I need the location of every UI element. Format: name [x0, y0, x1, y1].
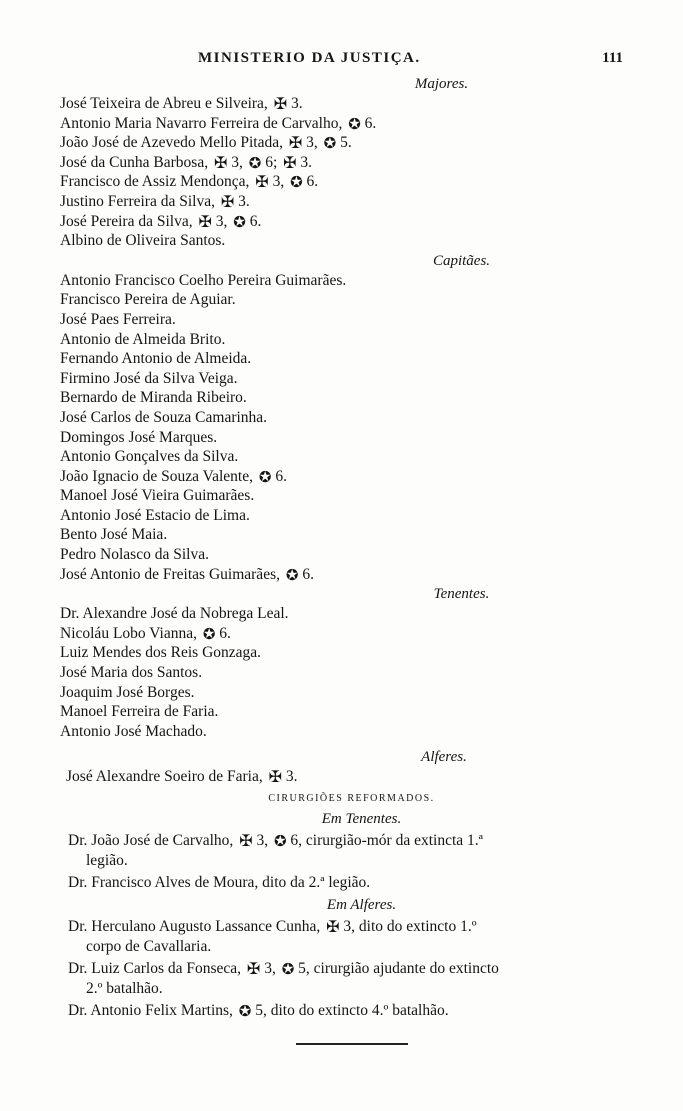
person-name: Antonio José Estacio de Lima.: [60, 506, 250, 524]
order-star-icon: ✪: [285, 567, 299, 584]
order-star-icon: ✪: [248, 155, 262, 172]
order-star-icon: ✪: [323, 136, 337, 153]
person-name: Antonio de Almeida Brito.: [60, 330, 226, 348]
list-item: [0, 271, 683, 291]
person-name: Luiz Mendes dos Reis Gonzaga.: [60, 644, 262, 662]
order-cross-icon: ✠: [283, 154, 297, 172]
list-item: [0, 290, 683, 310]
list-item: [0, 767, 683, 787]
list-item: [0, 114, 683, 134]
order-cross-icon: ✠: [239, 833, 253, 850]
list-item: [0, 192, 683, 212]
decoration-grade: 3.: [285, 768, 298, 786]
person-name: Antonio Francisco Coelho Pereira Guimarães.: [60, 271, 347, 289]
end-rule: [296, 1043, 408, 1045]
list-item: [0, 663, 683, 683]
person-name: João José de Azevedo Mello Pitada,: [60, 134, 283, 152]
list-item: [0, 683, 683, 703]
list-item: [0, 565, 683, 585]
list-item: [0, 408, 683, 428]
person-name: Francisco Pereira de Aguiar.: [60, 291, 236, 309]
person-name: Albino de Oliveira Santos.: [60, 232, 226, 250]
order-cross-icon: ✠: [255, 174, 269, 192]
person-name: Dr. João José de Carvalho,: [68, 832, 234, 849]
list-capitaes: [0, 271, 683, 585]
decoration-grade: 3.: [238, 192, 250, 210]
person-name: Firmino José da Silva Veiga.: [60, 369, 238, 387]
entry-continuation: corpo de Cavallaria.: [86, 938, 212, 955]
decoration-grade: 3,: [231, 153, 243, 171]
decoration-grade: 3,: [215, 212, 228, 230]
list-item: [0, 722, 683, 742]
list-item: [0, 525, 683, 545]
list-item: [0, 133, 683, 153]
person-name: Nicoláu Lobo Vianna,: [60, 624, 197, 642]
heading-capitaes: Capitães.: [432, 252, 491, 269]
order-cross-icon: ✠: [268, 769, 282, 787]
person-name: José Maria dos Santos.: [60, 664, 203, 682]
order-star-icon: ✪: [238, 1004, 252, 1020]
decoration-grade: 6.: [249, 212, 262, 230]
list-item: [0, 506, 683, 526]
heading-alferes: Alferes.: [421, 749, 467, 766]
decoration-grade: 6,: [290, 832, 303, 849]
entries-em-alferes: [0, 917, 683, 1021]
list-item: [0, 212, 683, 232]
person-name: Dr. Luiz Carlos da Fonseca,: [68, 960, 242, 977]
decoration-grade: 3.: [290, 95, 303, 112]
person-name: Fernando Antonio de Almeida.: [60, 350, 252, 368]
order-star-icon: ✪: [202, 626, 216, 643]
decoration-grade: 5,: [255, 1002, 267, 1019]
decoration-grade: 3,: [256, 832, 269, 849]
entry-description: dito do extincto 4.º batalhão.: [270, 1002, 449, 1019]
person-name: Domingos José Marques.: [60, 428, 218, 446]
order-star-icon: ✪: [233, 214, 246, 231]
heading-majores: Majores.: [414, 76, 469, 92]
list-tenentes: [0, 604, 683, 741]
person-name: Joaquim José Borges.: [60, 683, 195, 701]
person-name: Antonio José Machado.: [60, 722, 207, 740]
order-cross-icon: ✠: [273, 96, 288, 113]
person-name: Manoel Ferreira de Faria.: [60, 703, 219, 721]
person-name: José Alexandre Soeiro de Faria,: [66, 768, 263, 786]
person-name: José Paes Ferreira.: [60, 310, 176, 328]
person-name: Manoel José Vieira Guimarães.: [60, 487, 255, 505]
list-item: [0, 486, 683, 506]
heading-em-tenentes: Em Tenentes.: [321, 811, 402, 827]
list-item: [0, 310, 683, 330]
person-name: Antonio Maria Navarro Ferreira de Carvalho,: [60, 114, 343, 132]
surgeon-entry: [0, 917, 683, 957]
order-star-icon: ✪: [348, 116, 361, 133]
list-item: [0, 643, 683, 663]
order-cross-icon: ✠: [246, 961, 261, 978]
decoration-grade: 3,: [343, 918, 356, 935]
decoration-grade: 3,: [264, 960, 276, 977]
list-item: [0, 702, 683, 722]
person-name: José Teixeira de Abreu e Silveira,: [60, 95, 268, 112]
list-item: [0, 94, 683, 114]
person-name: Dr. Francisco Alves de Moura, dito da 2.ª legião.: [68, 874, 371, 891]
person-name: Dr. Herculano Augusto Lassance Cunha,: [68, 918, 321, 935]
entry-description: cirurgião-mór da extincta 1.ª: [305, 832, 483, 849]
order-star-icon: ✪: [258, 469, 272, 486]
person-name: José Pereira da Silva,: [60, 212, 193, 230]
list-item: [0, 349, 683, 369]
person-name: Antonio Gonçalves da Silva.: [60, 448, 239, 466]
order-cross-icon: ✠: [326, 919, 340, 936]
person-name: João Ignacio de Souza Valente,: [60, 467, 253, 485]
order-star-icon: ✪: [290, 175, 303, 192]
heading-tenentes: Tenentes.: [433, 586, 490, 603]
decoration-grade: 5.: [340, 134, 352, 152]
person-name: Pedro Nolasco da Silva.: [60, 546, 209, 564]
list-item: [0, 231, 683, 251]
decoration-grade: 3.: [300, 153, 313, 171]
person-name: Justino Ferreira da Silva,: [60, 192, 215, 210]
decoration-grade: 3,: [272, 173, 285, 191]
list-item: [0, 330, 683, 350]
page-number: 111: [602, 50, 623, 66]
running-head: [0, 50, 683, 72]
order-cross-icon: ✠: [288, 135, 303, 153]
decoration-grade: 6.: [306, 173, 319, 191]
page-content: [0, 74, 683, 1023]
page-title: MINISTERIO DA JUSTIÇA.: [198, 50, 421, 66]
decoration-grade: 6.: [302, 565, 314, 583]
person-name: Dr. Alexandre José da Nobrega Leal.: [60, 605, 289, 623]
order-star-icon: ✪: [273, 834, 287, 850]
person-name: José da Cunha Barbosa,: [60, 153, 209, 171]
list-item: [0, 369, 683, 389]
decoration-grade: 6.: [275, 467, 287, 485]
surgeon-entry: [0, 873, 683, 893]
order-cross-icon: ✠: [213, 154, 228, 172]
entry-continuation: legião.: [86, 852, 128, 869]
list-item: [0, 153, 683, 173]
heading-em-alferes: Em Alferes.: [326, 897, 397, 913]
person-name: Dr. Antonio Felix Martins,: [68, 1002, 233, 1019]
list-majores: [0, 94, 683, 251]
order-cross-icon: ✠: [220, 193, 235, 211]
entries-em-tenentes: [0, 831, 683, 893]
list-item: [0, 624, 683, 644]
person-name: José Carlos de Souza Camarinha.: [60, 408, 268, 426]
person-name: José Antonio de Freitas Guimarães,: [60, 565, 280, 583]
decoration-grade: 6.: [219, 624, 231, 642]
entry-continuation: 2.º batalhão.: [86, 980, 163, 997]
decoration-grade: 6;: [265, 153, 278, 171]
person-name: Bento José Maia.: [60, 526, 168, 544]
surgeon-entry: [0, 1001, 683, 1021]
entry-description: dito do extincto 1.º: [358, 918, 477, 935]
surgeon-entry: [0, 831, 683, 871]
person-name: Bernardo de Miranda Ribeiro.: [60, 389, 247, 407]
surgeon-entry: [0, 959, 683, 999]
list-item: [0, 388, 683, 408]
entry-description: cirurgião ajudante do extincto: [313, 960, 499, 977]
decoration-grade: 6.: [364, 114, 377, 132]
person-name: Francisco de Assiz Mendonça,: [60, 173, 250, 191]
decoration-grade: 3,: [306, 134, 318, 152]
list-item: [0, 467, 683, 487]
decoration-grade: 5,: [298, 960, 310, 977]
list-item: [0, 428, 683, 448]
list-item: [0, 447, 683, 467]
list-item: [0, 604, 683, 624]
list-item: [0, 172, 683, 192]
order-cross-icon: ✠: [198, 213, 212, 231]
list-alferes: [0, 767, 683, 787]
list-item: [0, 545, 683, 565]
heading-cirurgioes-reformados: CIRURGIÕES REFORMADOS.: [268, 793, 435, 804]
order-star-icon: ✪: [281, 962, 295, 978]
